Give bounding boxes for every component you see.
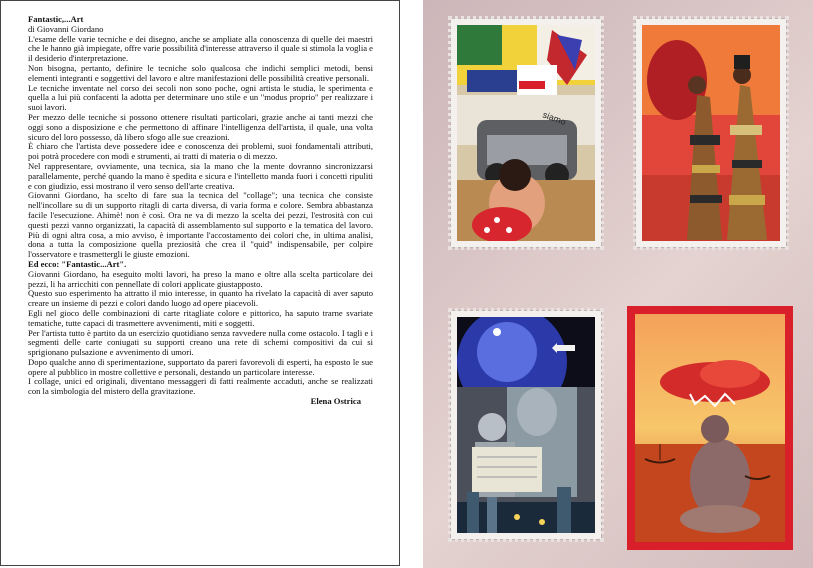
collage-bottom-left-image [457,317,595,533]
left-page [0,0,400,566]
collage-top-right-artwork [642,25,780,241]
right-page [423,0,813,568]
paragraph: È chiaro che l'artista deve possedere idee e conoscenza dei problemi, suoi fondamentali attributi, poi potrà procedere con modi e strumenti, ai tratti di materia o di mezzo. [28,141,373,162]
paragraph: Le tecniche inventate nel corso dei secoli non sono poche, ogni artista le studia, le sperimenta e quella a lui più confacenti la adotta per determinare uno stile e un "modus proprio" per realizzare i suoi lavori. [28,82,373,113]
article-text [28,15,373,407]
collage-bottom-right-artwork [635,314,785,542]
paragraph: Egli nel gioco delle combinazioni di carte ritagliate colore e pittorico, ha saputo trarne svariate tematiche, tutte capaci di trasmettere avvenimenti, miti e soggetti. [28,307,373,328]
collage-top-left-artwork [457,25,595,241]
paragraph: I collage, unici ed originali, diventano messaggeri di fatti realmente accaduti, anche se realizzati con la simbologia del mistero della gravitazione. [28,376,373,397]
paragraph: Per mezzo delle tecniche si possono ottenere risultati particolari, grazie anche ai tanti mezzi che oggi sono a disposizione e che permettono di affinare l'intelligenza dell'artista, il quale, una volta sicuro del loro possesso, dà libero sfogo alle sue creazioni. [28,111,373,142]
collage-bottom-right-frame [627,306,793,550]
collage-bottom-left-artwork [457,317,595,533]
signature: Elena Ostrica [310,396,361,407]
paragraph: Giovanni Giordano, ha scelto di fare sua la tecnica del "collage"; una tecnica che consiste nell'incollare su di un supporto ritagli di carta diversa, di varia forma e colore. Sembra abbastanza facile l'esecuzione. Ahimè! non è così. Ora ne va di mezzo la scelta dei pezzi, l'estrosità con cui questi pezzi vanno organizzati, la capacità di assemblamento sul supporto e la tematica del lavoro. Più di ogni altra cosa, a mio avviso, è importante l'accostamento dei colori che, in ultima analisi, dona a tutta la composizione quella preziosità che crea il "quid" indispensabile, per colpire l'osservatore e trasmettergli le giuste emozioni. [28,190,373,260]
collage-bottom-left [450,310,602,540]
article-byline: di Giovanni Giordano [28,23,104,34]
collage-bottom-right-image [635,314,785,542]
paragraph: Dopo qualche anno di sperimentazione, supportato da pareri favorevoli di esperti, ha esposto le sue opere al pubblico in mostre collettive e personali, destando un particolare interesse. [28,356,373,377]
paragraph: Nel rappresentare, ovviamente, una tecnica, sia la mano che la mente dovranno sincronizzarsi parallelamente, perché quando la mano è spedita e sicura e l'intelletto manda fuori i concetti ripuliti e con giudizio, essi mostrano il vero senso dell'arte creativa. [28,160,373,191]
paragraph: Ed ecco: "Fantastic...Art". [28,258,127,269]
collage-text: siamo [541,109,568,128]
paragraph: Questo suo esperimento ha attratto il mio interesse, in quanto ha rivelato la capacità di aver saputo creare un insieme di pezzi e colori dando luogo ad opere piacevoli. [28,288,373,309]
paragraph: Giovanni Giordano, ha eseguito molti lavori, ha preso la mano e oltre alla scelta particolare dei pezzi, li ha arricchiti con pennellate di colori applicate giustapposto. [28,268,373,289]
paragraph: L'esame delle varie tecniche e dei disegno, anche se ampliate alla conoscenza di quelle dei maestri che le hanno già impiegate, offre varie possibilità d'interesse attraverso il quale si stimola la voglia e il desiderio d'interpretazione. [28,33,373,64]
article-title: Fantastic,...Art [28,14,84,24]
collage-top-left-image [457,25,595,241]
collage-top-right [635,18,787,248]
collage-top-left [450,18,602,248]
paragraph: Per l'artista tutto è partito da un esercizio quotidiano senza ravvedere nulla come ostacolo. I tagli e i segmenti delle carte coniugati su supporti creano una rete di schemi compositivi da cui si sprigionano pulsazione e avvenimento di umori. [28,327,373,358]
collage-top-right-image [642,25,780,241]
paragraph: Non bisogna, pertanto, definire le tecniche solo qualcosa che indichi semplici metodi, bensi elementi integranti e soggettivi del lavoro e altre manifestazioni delle possibilità creative personali. [28,62,373,83]
